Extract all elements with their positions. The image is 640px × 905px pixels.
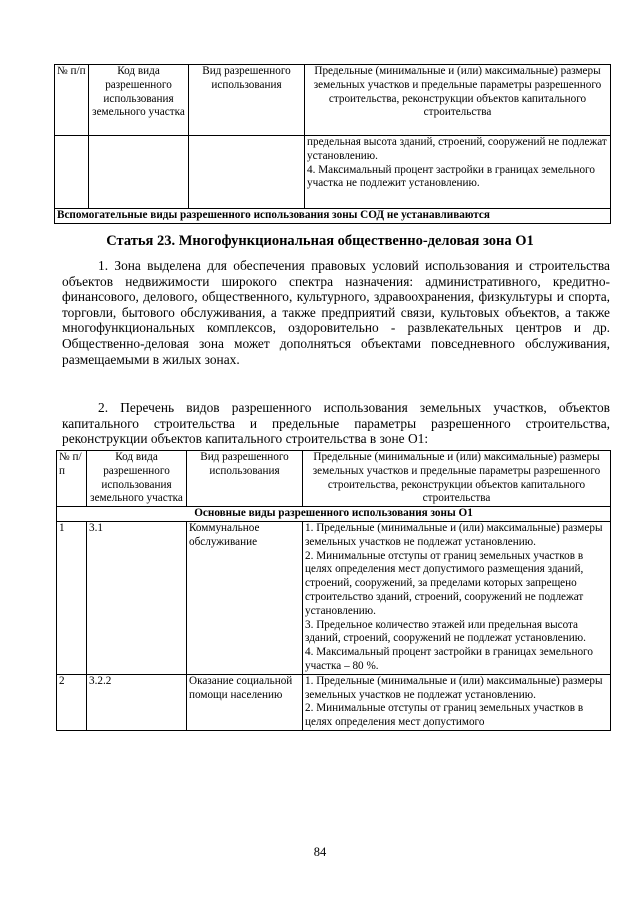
table-header-row <box>55 65 611 136</box>
param-item: 3. Предельное количество этажей или предельная высота зданий, строений, сооружений не подлежат установлению. <box>305 618 586 645</box>
param-item: 1. Предельные (минимальные и (или) максимальные) размеры земельных участков не подлежат установлению. <box>305 521 603 548</box>
row-params <box>303 674 611 730</box>
row-type: Коммунальное обслуживание <box>187 521 303 674</box>
header-num: № п/п <box>57 451 87 507</box>
header-code: Код вида разрешенного использования земельного участка <box>89 65 189 136</box>
row-num: 1 <box>57 521 87 674</box>
article-title: Статья 23. Многофункциональная общественно-деловая зона О1 <box>106 233 534 249</box>
paragraph-1: 1. Зона выделена для обеспечения правовых условий использования и строительства объектов недвижимости широкого спектра назначения: административного, кредитно-финансового, делового, общественного, культурного, здравоохранения, физкультуры и спорта, торговли, бытового обслуживания, а также предприятий связи, культовых объектов, а также многофункциональных комплексов, оздоровительно - развлекательных центров и др. Общественно-деловая зона может дополняться объектами повседневного обслуживания, размещаемыми в жилых зонах. <box>62 258 610 367</box>
header-num: № п/п <box>55 65 89 136</box>
params-continuation: предельная высота зданий, строений, сооружений не подлежат установлению. 4. Максимальный процент застройки в границах земельного участка не подлежит установлению. <box>305 136 611 209</box>
table-row <box>57 674 611 730</box>
table-row <box>57 521 611 674</box>
param-item: 4. Максимальный процент застройки в границах земельного участка – 80 %. <box>305 646 593 672</box>
row-code: 3.2.2 <box>87 674 187 730</box>
table-continuation <box>54 64 611 224</box>
param-item: 2. Минимальные отступы от границ земельных участков в целях определения мест допустимого <box>305 702 584 729</box>
page-number: 84 <box>313 845 327 859</box>
row-num: 2 <box>57 674 87 730</box>
param-item: 2. Минимальные отступы от границ земельных участков в целях определения мест допустимого размещения зданий, строений, сооружений, за пределами которых запрещено строительство зданий, строений, сооружений не подлежат установлению. <box>305 549 584 617</box>
header-params: Предельные (минимальные и (или) максимальные) размеры земельных участков и предельные параметры разрешенного строительства, реконструкции объектов капитального строительства <box>303 451 611 507</box>
auxiliary-note: Вспомогательные виды разрешенного использования зоны СОД не устанавливаются <box>55 209 611 224</box>
header-code: Код вида разрешенного использования земельного участка <box>87 451 187 507</box>
row-params <box>303 521 611 674</box>
header-type: Вид разрешенного использования <box>189 65 305 136</box>
table-footer-row <box>55 209 611 224</box>
table-zone-o1 <box>56 450 611 731</box>
row-code: 3.1 <box>87 521 187 674</box>
header-type: Вид разрешенного использования <box>187 451 303 507</box>
table-row <box>55 136 611 209</box>
table-header-row <box>57 451 611 507</box>
table-section-row <box>57 507 611 522</box>
header-params: Предельные (минимальные и (или) максимальные) размеры земельных участков и предельные параметры разрешенного строительства, реконструкции объектов капитального строительства <box>305 65 611 136</box>
paragraph-2: 2. Перечень видов разрешенного использования земельных участков, объектов капитального строительства и предельные параметры разрешенного строительства, реконструкции объектов капитального строительства в зоне О1: <box>62 400 610 447</box>
param-item: 1. Предельные (минимальные и (или) максимальные) размеры земельных участков не подлежат установлению. <box>305 674 603 701</box>
section-title: Основные виды разрешенного использования зоны О1 <box>57 507 611 522</box>
row-type: Оказание социальной помощи населению <box>187 674 303 730</box>
